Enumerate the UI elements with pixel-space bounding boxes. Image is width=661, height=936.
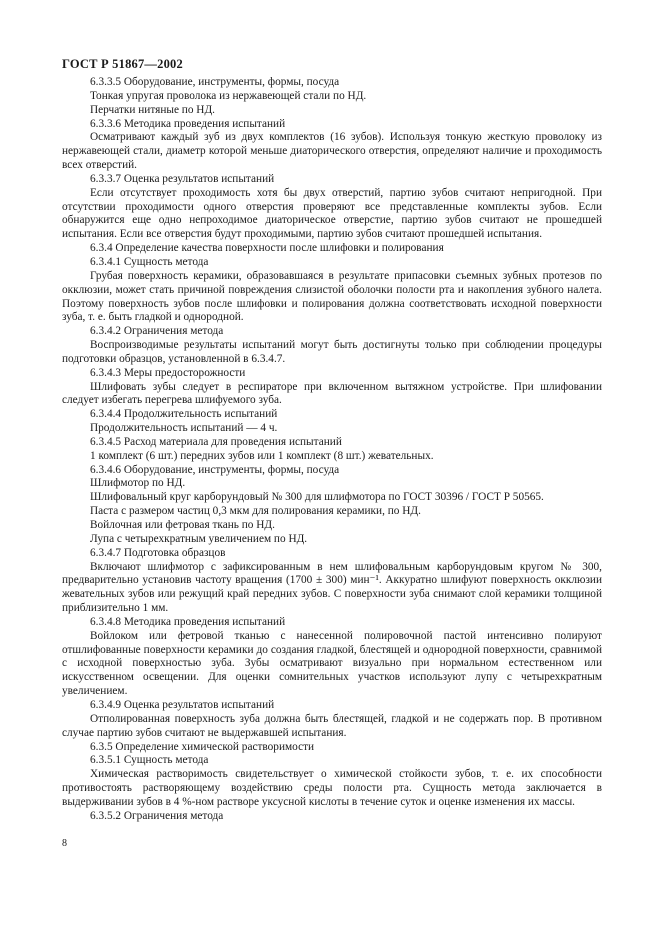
paragraph: Шлифовать зубы следует в респираторе при включенном вытяжном устройстве. При шлифовании следует избегать перегрева шлифуемого зуба.: [62, 380, 602, 407]
section-heading: 6.3.4.2 Ограничения метода: [90, 325, 224, 338]
section-heading: 6.3.4.6 Оборудование, инструменты, формы, посуда: [90, 463, 340, 476]
paragraph: Паста с размером частиц 0,3 мкм для полирования керамики, по НД.: [90, 505, 421, 518]
paragraph: Если отсутствует проходимость хотя бы двух отверстий, партию зубов считают непригодной. При отсутствии проходимости одного отверстия проверяют все представленные комплекты зубов. Если обнаружится еще одно непроходимое диаторическое отверстие, партию зубов считают не прошедшей испытания. Если все отверстия будут проходимыми, партию зубов считают прошедшей испытания.: [62, 186, 602, 241]
section-heading: 6.3.4.5 Расход материала для проведения испытаний: [90, 435, 342, 448]
paragraph: Шлифмотор по НД.: [90, 477, 186, 490]
paragraph: Тонкая упругая проволока из нержавеющей стали по НД.: [90, 89, 367, 102]
paragraph: Осматривают каждый зуб из двух комплектов (16 зубов). Используя тонкую жесткую проволоку из нержавеющей стали, диаметр которой меньше диаторического отверстия, определяют наличие и проходимость всех отверстий.: [62, 131, 602, 172]
section-heading: 6.3.3.5 Оборудование, инструменты, формы, посуда: [90, 76, 340, 88]
section-heading: 6.3.5.1 Сущность метода: [90, 754, 209, 767]
paragraph: Продолжительность испытаний — 4 ч.: [90, 422, 278, 435]
paragraph: Лупа с четырехкратным увеличением по НД.: [90, 532, 308, 545]
paragraph: Воспроизводимые результаты испытаний могут быть достигнуты только при соблюдении процедуры подготовки образцов, установленной в 6.3.4.7.: [62, 339, 602, 365]
paragraph: Перчатки нитяные по НД.: [90, 103, 215, 116]
section-heading: 6.3.4.4 Продолжительность испытаний: [90, 408, 278, 421]
section-heading: 6.3.3.7 Оценка результатов испытаний: [90, 172, 275, 185]
section-heading: 6.3.4 Определение качества поверхности после шлифовки и полирования: [90, 242, 444, 255]
paragraph: Включают шлифмотор с зафиксированным в нем шлифовальным карборундовым кругом № 300, предварительно установив частоту вращения (1700 ± 300) мин⁻¹. Аккуратно шлифуют поверхность окклюзии жевательных зубов или режущий край передних зубов. С поверхности зуба снимают слой керамики толщиной приблизительно 1 мм.: [62, 560, 602, 615]
page-number: 8: [62, 838, 67, 849]
paragraph: Войлочная или фетровая ткань по НД.: [90, 519, 275, 531]
section-heading: 6.3.4.9 Оценка результатов испытаний: [90, 698, 275, 711]
section-heading: 6.3.4.3 Меры предосторожности: [90, 366, 246, 379]
paragraph: Войлоком или фетровой тканью с нанесенной полировочной пастой интенсивно полируют отшлифованные поверхности керамики до создания гладкой, блестящей и однородной поверхности, сравнимой с исходной поверхностью зуба. Зубы осматривают визуально при нормальном естественном или искусственном освещении. Для оценки сомнительных участков используют лупу с четырехкратным увеличением.: [62, 629, 602, 698]
paragraph: Химическая растворимость свидетельствует о химической стойкости зубов, т. е. их способности противостоять растворяющему воздействию среды полости рта. Сущность метода заключается в выдерживании зубов в 4 %-ном растворе уксусной кислоты в течение суток и оценке изменения их массы.: [62, 768, 602, 808]
section-heading: 6.3.4.8 Методика проведения испытаний: [90, 615, 286, 628]
section-heading: 6.3.4.1 Сущность метода: [90, 255, 209, 268]
section-heading: 6.3.3.6 Методика проведения испытаний: [90, 117, 286, 130]
section-heading: 6.3.5 Определение химической растворимости: [90, 740, 315, 753]
section-heading: 6.3.4.7 Подготовка образцов: [90, 546, 226, 559]
page-header: ГОСТ Р 51867—2002: [62, 57, 183, 71]
paragraph: Шлифовальный круг карборундовый № 300 для шлифмотора по ГОСТ 30396 / ГОСТ Р 50565.: [90, 491, 544, 504]
section-heading: 6.3.5.2 Ограничения метода: [90, 809, 224, 822]
paragraph: 1 комплект (6 шт.) передних зубов или 1 комплект (8 шт.) жевательных.: [90, 449, 434, 462]
paragraph: Отполированная поверхность зуба должна быть блестящей, гладкой и не содержать пор. В противном случае партию зубов считают не выдержавшей испытания.: [62, 712, 602, 739]
document-body: [62, 76, 602, 824]
paragraph: Грубая поверхность керамики, образовавшаяся в результате припасовки съемных зубных протезов по окклюзии, может стать причиной повреждения слизистой оболочки полости рта и накопления зубного налета. Поэтому поверхность зубов после шлифовки и полирования должна соответствовать исходной поверхности зуба, т. е. быть гладкой и однородной.: [62, 269, 602, 324]
